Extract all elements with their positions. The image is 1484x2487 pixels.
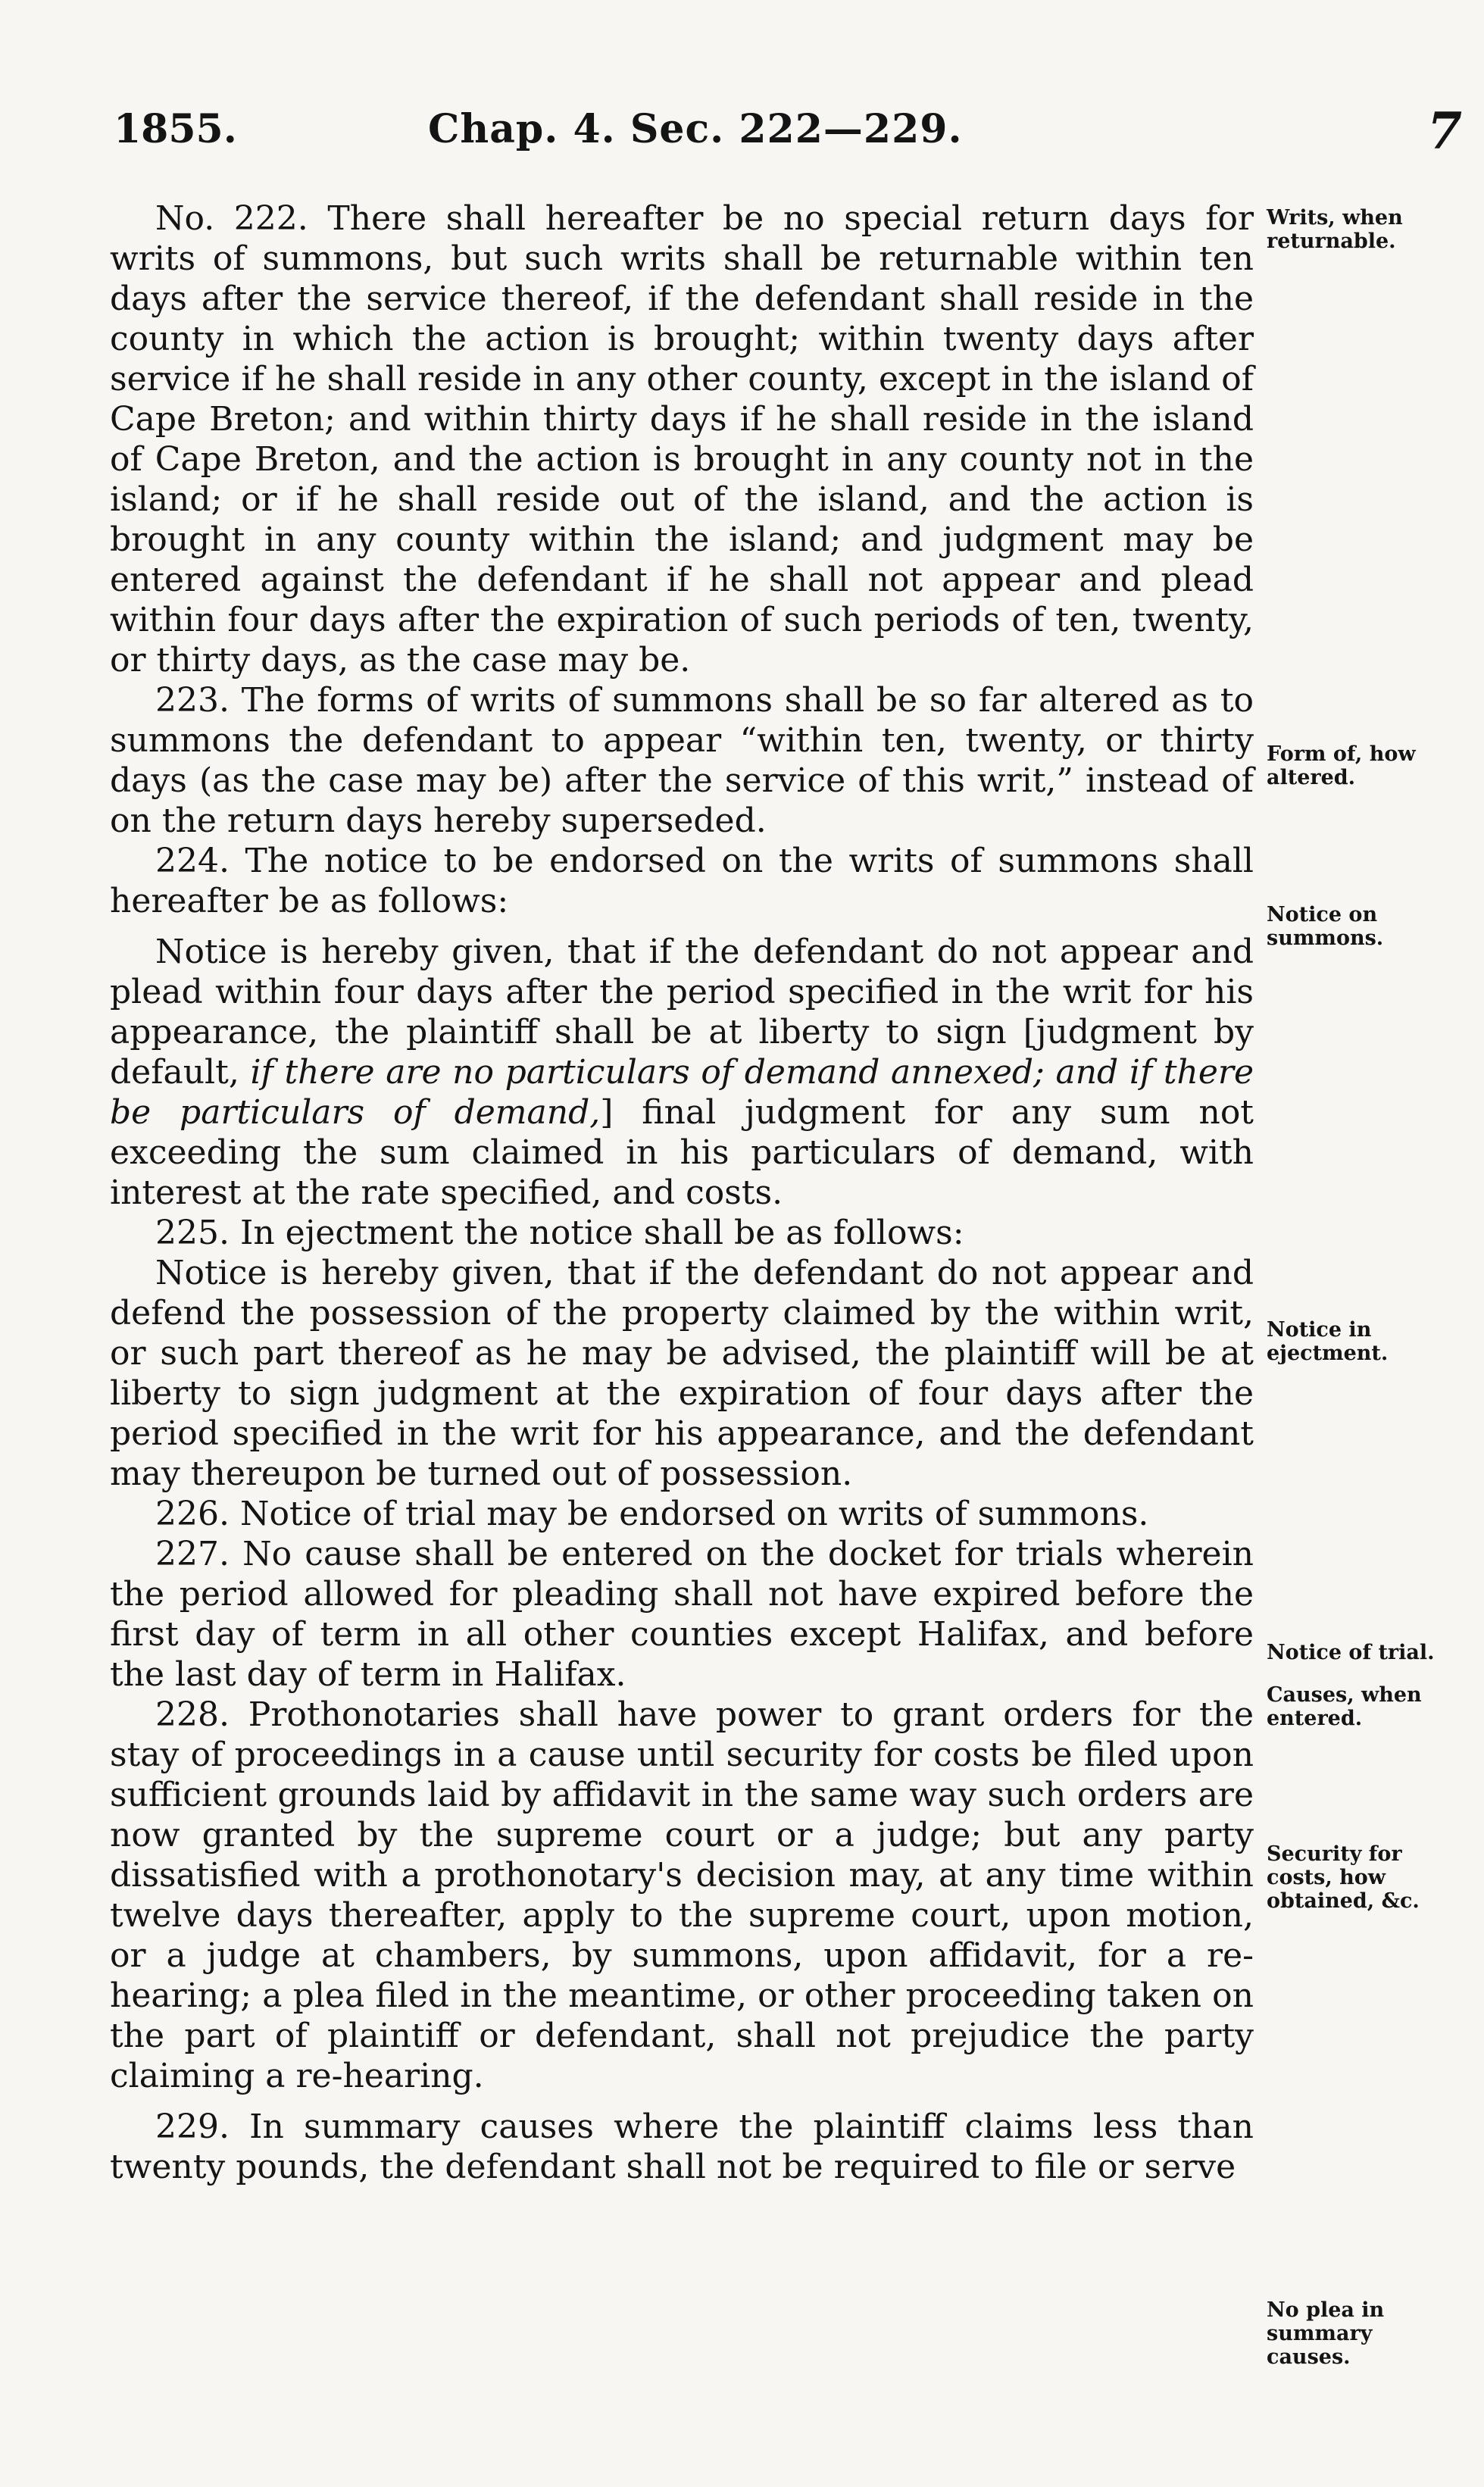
section-227: 227. No cause shall be entered on the docket for trials wherein the period allowed for pleading shall not have expired before the first day of term in all other counties except Halifax, and before the last day of term in Halifax. — [110, 1535, 1254, 1694]
section-224-notice — [110, 932, 1254, 1213]
section-225-notice: Notice is hereby given, that if the defendant do not appear and defend the possession of the property claimed by the within writ, or such part thereof as he may be advised, the plaintiff will be at liberty to sign judgment at the expiration of four days after the period specified in the writ for his appearance, and the defendant may thereupon be turned out of possession. — [110, 1254, 1254, 1493]
main-text-column — [110, 198, 1254, 2187]
margin-note-223: Form of, how altered. — [1267, 742, 1416, 789]
header-chapter-section: Chap. 4. Sec. 222—229. — [428, 106, 963, 152]
margin-note-222: Writs, when returnable. — [1267, 206, 1403, 253]
header-year: 1855. — [114, 106, 237, 152]
notice-224-part-b-italic: if there are no particulars of demand annexed; and if there be particulars of demand, — [110, 1053, 1254, 1132]
page-number: 7 — [1427, 102, 1462, 161]
section-228: 228. Prothonotaries shall have power to grant orders for the stay of proceedings in a cause until security for costs be filed upon sufficient grounds laid by affidavit in the same way such orders are now granted by the supreme court or a judge; but any party dissatisfied with a prothonotary's decision may, at any time within twelve days thereafter, apply to the supreme court, upon motion, or a judge at chambers, by summons, upon affidavit, for a re-hearing; a plea filed in the meantime, or other proceeding taken on the part of plaintiff or defendant, shall not prejudice the party claiming a re-hearing. — [110, 1695, 1254, 2095]
section-229: 229. In summary causes where the plaintiff claims less than twenty pounds, the defendant shall not be required to file or serve — [110, 2107, 1254, 2186]
margin-note-229: No plea in summary causes. — [1267, 2298, 1385, 2369]
margin-note-228: Security for costs, how obtained, &c. — [1267, 1842, 1420, 1913]
margin-note-224: Notice on summons. — [1267, 903, 1384, 950]
notice-224-part-c: ] final judgment for any sum not exceeding the sum claimed in his particulars of demand, with interest at the rate specified, and costs. — [110, 1093, 1254, 1212]
running-header — [114, 102, 1462, 161]
section-225: 225. In ejectment the notice shall be as follows: — [155, 1214, 964, 1252]
section-224: 224. The notice to be endorsed on the writs of summons shall hereafter be as follows: — [110, 842, 1254, 920]
notice-224-part-a: Notice is hereby given, that if the defendant do not appear and plead within four days after the period specified in the writ for his appearance, the plaintiff shall be at liberty to sign [judgment by default, — [110, 933, 1254, 1092]
margin-note-225: Notice in ejectment. — [1267, 1318, 1389, 1365]
section-222: No. 222. There shall hereafter be no special return days for writs of summons, but such writs shall be returnable within ten days after the service thereof, if the defendant shall reside in the county in which the action is brought; within twenty days after service if he shall reside in any other county, except in the island of Cape Breton; and within thirty days if he shall reside in the island of Cape Breton, and the action is brought in any county not in the island; or if he shall reside out of the island, and the action is brought in any county within the island; and judgment may be entered against the defendant if he shall not appear and plead within four days after the expiration of such periods of ten, twenty, or thirty days, as the case may be. — [110, 199, 1254, 680]
section-223: 223. The forms of writs of summons shall be so far altered as to summons the defendant to appear “within ten, twenty, or thirty days (as the case may be) after the service of this writ,” instead of on the return days hereby superseded. — [110, 681, 1254, 840]
section-226: 226. Notice of trial may be endorsed on writs of summons. — [155, 1495, 1149, 1533]
margin-note-227: Causes, when entered. — [1267, 1683, 1422, 1730]
margin-note-226: Notice of trial. — [1267, 1641, 1435, 1664]
